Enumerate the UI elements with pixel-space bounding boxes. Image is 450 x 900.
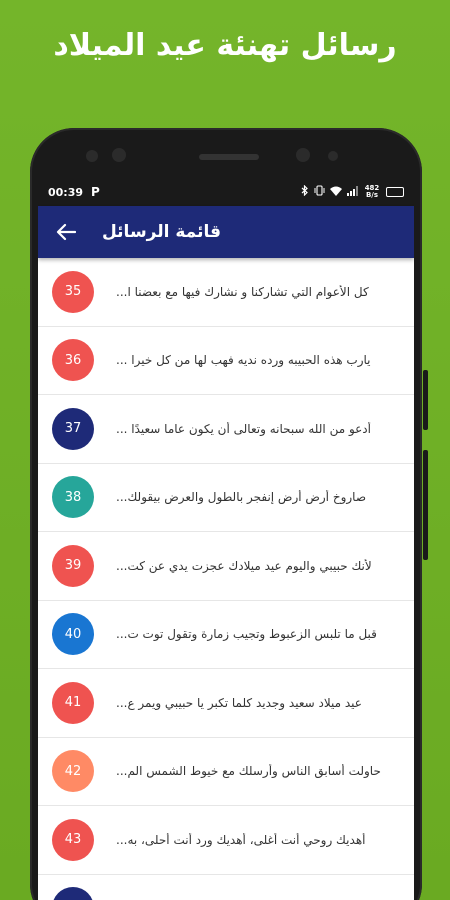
message-number-badge: 36 — [52, 339, 94, 381]
message-row[interactable] — [38, 669, 414, 738]
message-row[interactable] — [38, 395, 414, 464]
message-number-badge: 39 — [52, 545, 94, 587]
bluetooth-icon — [301, 185, 309, 199]
message-row[interactable] — [38, 464, 414, 533]
status-bar — [38, 178, 414, 206]
message-number-badge: 43 — [52, 819, 94, 861]
arrow-left-icon — [56, 223, 76, 241]
back-button[interactable] — [52, 218, 80, 246]
message-preview: حاولت أسابق الناس وأرسلك مع خيوط الشمس الم... — [116, 764, 381, 779]
power-button — [423, 450, 428, 560]
message-number-badge: 41 — [52, 682, 94, 724]
message-row[interactable] — [38, 738, 414, 807]
message-number-badge: 37 — [52, 408, 94, 450]
message-number-badge: 35 — [52, 271, 94, 313]
message-number-badge: 38 — [52, 476, 94, 518]
message-row[interactable] — [38, 327, 414, 396]
message-preview: كل الأعوام التي تشاركنا و نشارك فيها مع بعضنا ا... — [116, 284, 369, 299]
promo-title: رسائل تهنئة عيد الميلاد — [53, 28, 397, 63]
app-screen — [38, 178, 414, 900]
status-time: 00:39 — [48, 185, 84, 199]
message-row[interactable] — [38, 875, 414, 900]
sensor-dot — [86, 150, 98, 162]
sensor-dot — [328, 151, 338, 161]
vibrate-icon — [314, 185, 325, 199]
network-speed: 482 B/s — [364, 184, 380, 199]
message-preview: لأنك حبيبي واليوم عيد ميلادك عجزت يدي عن كت... — [116, 558, 372, 573]
message-preview: قبل ما تلبس الزعبوط وتجيب زمارة وتقول توت ت... — [116, 627, 377, 642]
front-camera — [296, 148, 310, 162]
message-list — [38, 258, 414, 900]
volume-button — [423, 370, 428, 430]
wifi-icon — [330, 186, 342, 199]
app-bar — [38, 206, 414, 258]
page-title: قائمة الرسائل — [102, 222, 221, 242]
signal-icon — [347, 186, 358, 199]
message-preview: عيد ميلاد سعيد وجديد كلما تكبر يا حبيبي ويمر ع... — [116, 695, 362, 710]
message-row[interactable] — [38, 806, 414, 875]
message-row[interactable] — [38, 601, 414, 670]
earpiece-speaker — [199, 154, 259, 160]
battery-icon — [386, 187, 404, 197]
message-preview: أدعو من الله سبحانه وتعالى أن يكون عاما سعيدًا ... — [116, 421, 371, 436]
message-preview: يارب هذه الحبيبه ورده نديه فهب لها من كل خيرا ... — [116, 353, 371, 368]
status-icons — [301, 185, 404, 199]
parking-icon: P — [91, 185, 100, 199]
message-preview: أهديك روحي أنت أغلى، أهديك ورد أنت أحلى، به... — [116, 832, 366, 847]
message-row[interactable] — [38, 258, 414, 327]
message-row[interactable] — [38, 532, 414, 601]
message-preview: صاروخ أرض أرض إنفجر بالطول والعرض بيقولك... — [116, 490, 367, 505]
message-number-badge: 42 — [52, 750, 94, 792]
message-number-badge: 40 — [52, 613, 94, 655]
front-camera — [112, 148, 126, 162]
message-number-badge — [52, 887, 94, 900]
